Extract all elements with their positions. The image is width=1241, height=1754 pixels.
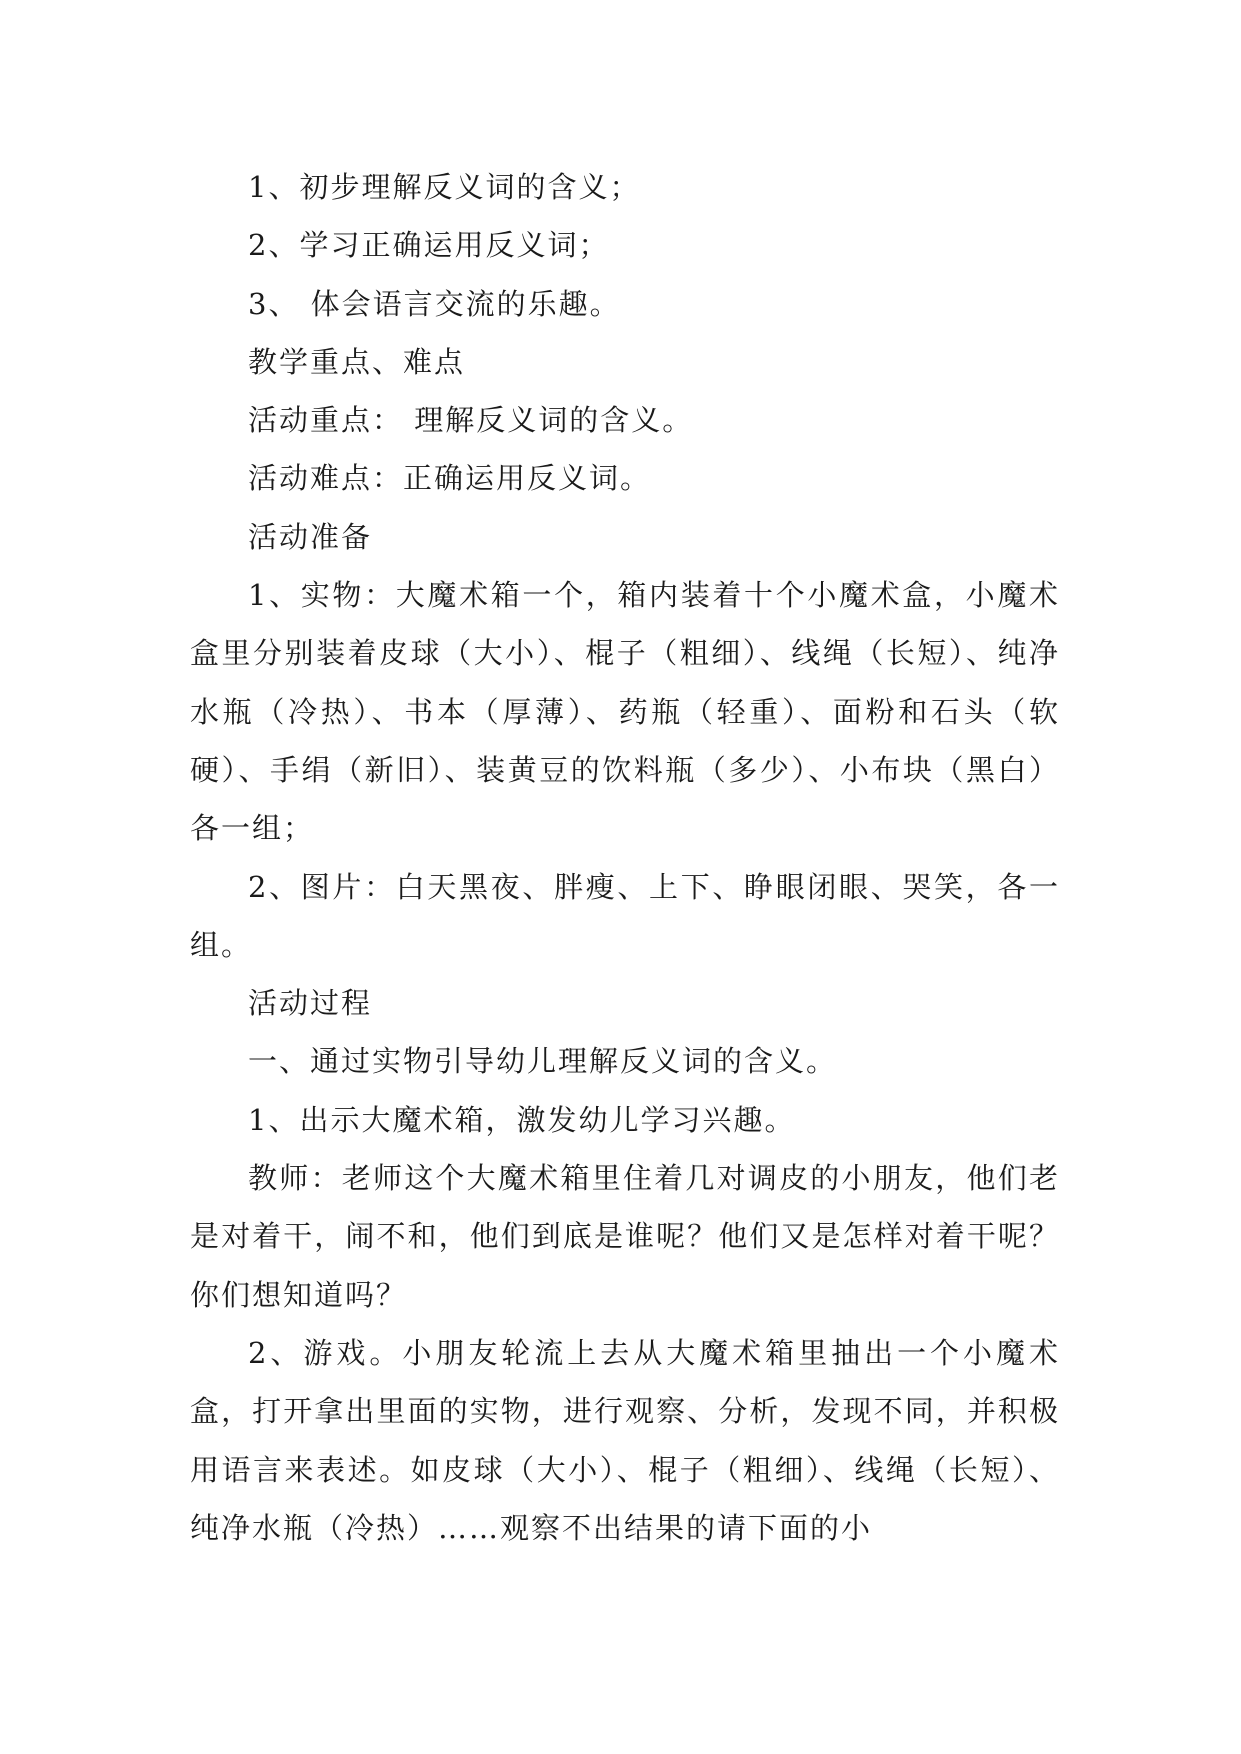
process-substep-1: 1、出示大魔术箱，激发幼儿学习兴趣。 — [248, 1102, 796, 1137]
preparation-pictures: 2、图片：白天黑夜、胖瘦、上下、睁眼闭眼、哭笑，各一组。 — [190, 869, 1060, 962]
preparation-objects: 1、实物：大魔术箱一个，箱内装着十个小魔术盒，小魔术盒里分别装着皮球（大小）、棍子（粗细）、线绳（长短）、纯净水瓶（冷热）、书本（厚薄）、药瓶（轻重）、面粉和石头（软硬）、手绢（新旧）、装黄豆的饮料瓶（多少）、小布块（黑白）各一组； — [190, 578, 1060, 846]
process-substep-2: 2、游戏。小朋友轮流上去从大魔术箱里抽出一个小魔术盒，打开拿出里面的实物，进行观察、分析，发现不同，并积极用语言来表述。如皮球（大小）、棍子（粗细）、线绳（长短）、纯净水瓶（冷热）……观察不出结果的请下面的小 — [190, 1335, 1060, 1545]
difficult-point: 活动难点：正确运用反义词。 — [248, 461, 652, 496]
objective-1: 1、初步理解反义词的含义； — [248, 170, 641, 204]
section-heading-preparation: 活动准备 — [248, 519, 373, 554]
key-point: 活动重点： 理解反义词的含义。 — [248, 403, 694, 438]
process-step-1: 一、通过实物引导幼儿理解反义词的含义。 — [248, 1044, 838, 1079]
objective-3: 3、 体会语言交流的乐趣。 — [248, 286, 621, 321]
section-heading-process: 活动过程 — [248, 986, 373, 1021]
objective-2: 2、学习正确运用反义词； — [248, 228, 610, 263]
teacher-dialogue: 教师：老师这个大魔术箱里住着几对调皮的小朋友，他们老是对着干，闹不和，他们到底是谁呢？他们又是怎样对着干呢？你们想知道吗？ — [190, 1161, 1060, 1312]
section-heading-key-points: 教学重点、难点 — [248, 344, 466, 379]
document-page — [190, 158, 1060, 1557]
